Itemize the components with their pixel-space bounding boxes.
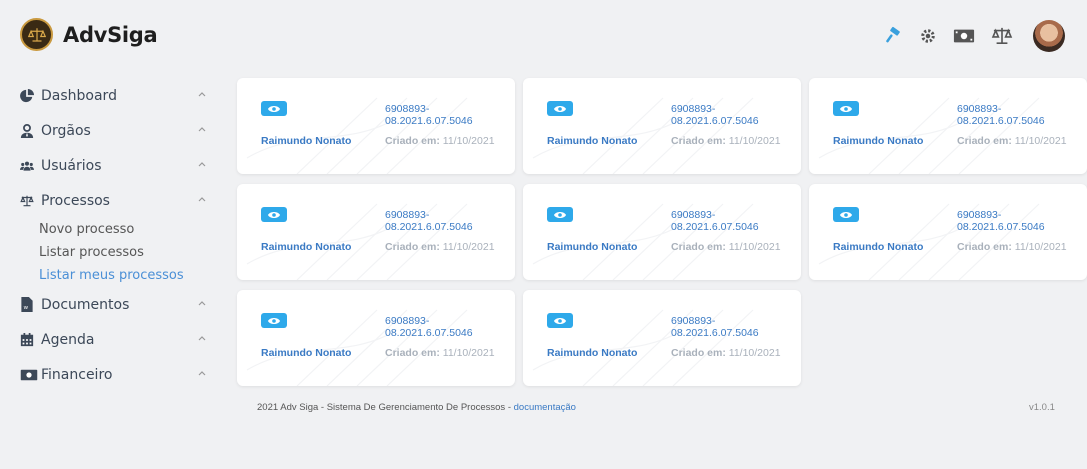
process-number-link[interactable]: 6908893-08.2021.6.07.5046: [671, 315, 759, 339]
footer: [257, 402, 576, 413]
sidebar-item-orgaos[interactable]: [0, 113, 225, 148]
sidebar-item-label: Financeiro: [41, 366, 113, 383]
process-number-link[interactable]: 6908893-08.2021.6.07.5046: [671, 209, 759, 233]
process-card[interactable]: [523, 78, 801, 174]
client-name-link[interactable]: Raimundo Nonato: [261, 135, 352, 147]
chevron-up-icon[interactable]: [197, 333, 207, 343]
process-number-link[interactable]: 6908893-08.2021.6.07.5046: [385, 315, 473, 339]
process-number-link[interactable]: 6908893-08.2021.6.07.5046: [385, 103, 473, 127]
eye-icon: [268, 211, 280, 219]
view-button[interactable]: [833, 207, 859, 222]
chevron-up-icon[interactable]: [197, 124, 207, 134]
balance-scale-icon: [20, 194, 34, 208]
chevron-up-icon[interactable]: [197, 194, 207, 204]
footer-text: 2021 Adv Siga - Sistema De Gerenciamento De Processos -: [257, 402, 514, 413]
created-label: Criado em:: [671, 135, 726, 147]
process-card[interactable]: [237, 78, 515, 174]
view-button[interactable]: [833, 101, 859, 116]
client-name-link[interactable]: Raimundo Nonato: [833, 135, 924, 147]
created-date: [385, 241, 495, 253]
client-name-link[interactable]: Raimundo Nonato: [547, 241, 638, 253]
created-label: Criado em:: [385, 241, 440, 253]
process-card[interactable]: [809, 78, 1087, 174]
created-label: Criado em:: [671, 347, 726, 359]
sidebar-item-processos[interactable]: [0, 183, 225, 218]
version-label: v1.0.1: [1029, 402, 1055, 413]
chevron-up-icon[interactable]: [197, 89, 207, 99]
created-date: [671, 347, 781, 359]
created-date-value: 11/10/2021: [728, 347, 781, 359]
documentation-link[interactable]: documentação: [513, 402, 576, 413]
sidebar: [0, 78, 225, 392]
created-label: Criado em:: [385, 135, 440, 147]
created-label: Criado em:: [671, 241, 726, 253]
created-date-value: 11/10/2021: [728, 241, 781, 253]
created-label: Criado em:: [957, 135, 1012, 147]
pie-chart-icon: [20, 89, 34, 103]
sidebar-item-usuarios[interactable]: [0, 148, 225, 183]
created-date-value: 11/10/2021: [442, 347, 495, 359]
created-date-value: 11/10/2021: [442, 241, 495, 253]
process-card[interactable]: [237, 290, 515, 386]
created-date: [385, 135, 495, 147]
sidebar-item-agenda[interactable]: [0, 322, 225, 357]
sidebar-item-label: Processos: [41, 192, 110, 209]
sidebar-item-label: Usuários: [41, 157, 102, 174]
process-number-link[interactable]: 6908893-08.2021.6.07.5046: [671, 103, 759, 127]
top-actions: [867, 20, 1065, 52]
money-bill-icon: [20, 368, 38, 382]
eye-icon: [268, 317, 280, 325]
created-label: Criado em:: [957, 241, 1012, 253]
calendar-icon: [20, 333, 34, 347]
created-date-value: 11/10/2021: [728, 135, 781, 147]
eye-icon: [554, 211, 566, 219]
users-icon: [20, 159, 34, 173]
svg-text:w: w: [23, 305, 29, 312]
sidebar-item-label: Orgãos: [41, 122, 91, 139]
eye-icon: [840, 211, 852, 219]
sidebar-subitem-listar-processos[interactable]: Listar processos: [39, 245, 144, 260]
process-card[interactable]: [523, 290, 801, 386]
brand[interactable]: [20, 18, 157, 51]
view-button[interactable]: [261, 101, 287, 116]
created-date-value: 11/10/2021: [442, 135, 495, 147]
client-name-link[interactable]: Raimundo Nonato: [261, 347, 352, 359]
process-card[interactable]: [809, 184, 1087, 280]
sidebar-item-dashboard[interactable]: [0, 78, 225, 113]
created-date: [671, 135, 781, 147]
sidebar-subitem-listar-meus-processos[interactable]: Listar meus processos: [39, 268, 184, 283]
cog-icon[interactable]: [919, 27, 937, 45]
app-name: AdvSiga: [63, 22, 158, 47]
process-number-link[interactable]: 6908893-08.2021.6.07.5046: [957, 209, 1045, 233]
client-name-link[interactable]: Raimundo Nonato: [547, 135, 638, 147]
sidebar-item-documentos[interactable]: [0, 287, 225, 322]
view-button[interactable]: [261, 313, 287, 328]
user-avatar[interactable]: [1033, 20, 1065, 52]
client-name-link[interactable]: Raimundo Nonato: [833, 241, 924, 253]
eye-icon: [554, 317, 566, 325]
client-name-link[interactable]: Raimundo Nonato: [547, 347, 638, 359]
gavel-icon[interactable]: [883, 26, 903, 46]
balance-scale-logo-icon: [20, 18, 53, 51]
process-number-link[interactable]: 6908893-08.2021.6.07.5046: [957, 103, 1045, 127]
eye-icon: [268, 105, 280, 113]
created-date: [957, 241, 1067, 253]
money-bill-icon[interactable]: [953, 28, 975, 44]
created-label: Criado em:: [385, 347, 440, 359]
view-button[interactable]: [547, 207, 573, 222]
chevron-up-icon[interactable]: [197, 368, 207, 378]
user-tie-icon: [20, 124, 34, 138]
eye-icon: [840, 105, 852, 113]
created-date: [957, 135, 1067, 147]
chevron-up-icon[interactable]: [197, 159, 207, 169]
sidebar-item-label: Dashboard: [41, 87, 117, 104]
process-card[interactable]: [523, 184, 801, 280]
sidebar-item-label: Documentos: [41, 296, 130, 313]
created-date-value: 11/10/2021: [1014, 241, 1067, 253]
sidebar-subitem-novo-processo[interactable]: Novo processo: [39, 222, 135, 237]
view-button[interactable]: [547, 101, 573, 116]
created-date: [671, 241, 781, 253]
view-button[interactable]: [547, 313, 573, 328]
word-file-icon: [20, 298, 34, 312]
sidebar-item-financeiro[interactable]: [0, 357, 225, 392]
created-date: [385, 347, 495, 359]
balance-scale-icon[interactable]: [991, 27, 1013, 45]
client-name-link[interactable]: Raimundo Nonato: [261, 241, 352, 253]
chevron-up-icon[interactable]: [197, 298, 207, 308]
view-button[interactable]: [261, 207, 287, 222]
process-card[interactable]: [237, 184, 515, 280]
process-number-link[interactable]: 6908893-08.2021.6.07.5046: [385, 209, 473, 233]
eye-icon: [554, 105, 566, 113]
sidebar-item-label: Agenda: [41, 331, 95, 348]
top-bar: [0, 0, 1087, 70]
created-date-value: 11/10/2021: [1014, 135, 1067, 147]
